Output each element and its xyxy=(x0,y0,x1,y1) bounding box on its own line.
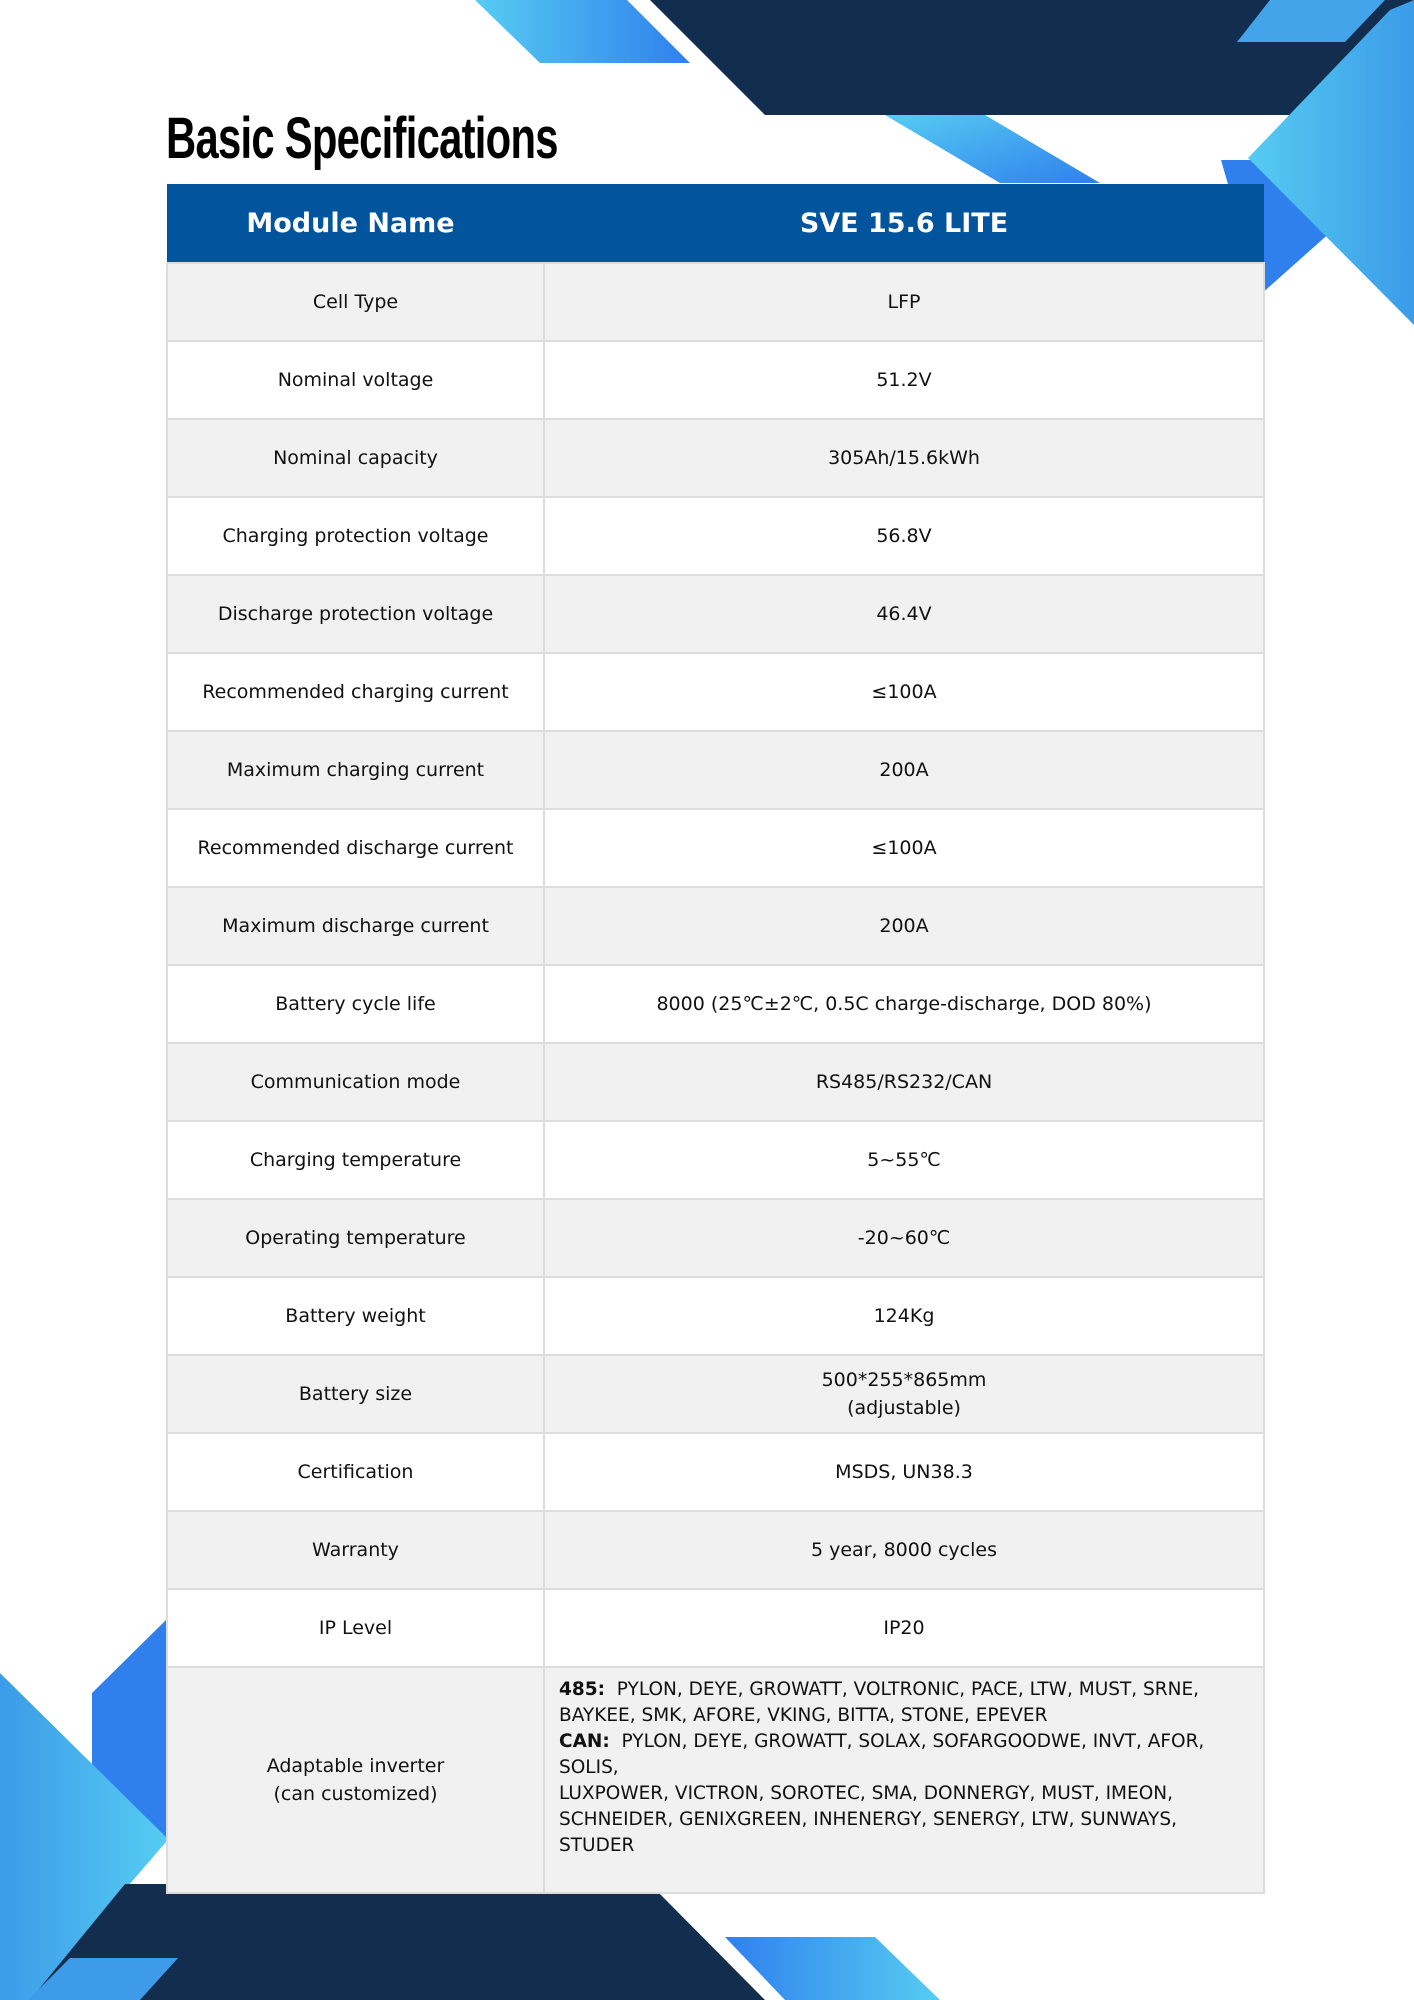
spec-value: 200A xyxy=(544,731,1264,809)
spec-value: MSDS, UN38.3 xyxy=(544,1433,1264,1511)
rs485-key: 485: xyxy=(559,1679,606,1700)
spec-label: Discharge protection voltage xyxy=(167,575,544,653)
spec-value: -20~60℃ xyxy=(544,1199,1264,1277)
spec-value xyxy=(544,1355,1264,1433)
can-key: CAN: xyxy=(559,1731,610,1752)
spec-value: 5~55℃ xyxy=(544,1121,1264,1199)
spec-label: Maximum discharge current xyxy=(167,887,544,965)
table-row xyxy=(167,1433,1264,1511)
spec-label: IP Level xyxy=(167,1589,544,1667)
spec-table-body xyxy=(167,263,1264,1893)
can-brands-2: LUXPOWER, VICTRON, SOROTEC, SMA, DONNERGY, MUST, IMEON, xyxy=(559,1783,1173,1804)
spec-label: Charging temperature xyxy=(167,1121,544,1199)
table-row xyxy=(167,263,1264,341)
table-row xyxy=(167,731,1264,809)
battery-size-note: (adjustable) xyxy=(847,1397,961,1419)
can-line-1 xyxy=(559,1729,1255,1781)
table-row xyxy=(167,497,1264,575)
rs485-brands-2: BAYKEE, SMK, AFORE, VKING, BITTA, STONE, EPEVER xyxy=(559,1705,1048,1726)
spec-label: Nominal voltage xyxy=(167,341,544,419)
spec-value: IP20 xyxy=(544,1589,1264,1667)
spec-value: 5 year, 8000 cycles xyxy=(544,1511,1264,1589)
table-row xyxy=(167,1121,1264,1199)
spec-label: Cell Type xyxy=(167,263,544,341)
table-row xyxy=(167,1355,1264,1433)
spec-label: Recommended charging current xyxy=(167,653,544,731)
spec-label: Communication mode xyxy=(167,1043,544,1121)
table-row xyxy=(167,1043,1264,1121)
table-row xyxy=(167,887,1264,965)
spec-value: LFP xyxy=(544,263,1264,341)
page-title: Basic Specifications xyxy=(166,106,558,171)
spec-label xyxy=(167,1667,544,1893)
spec-label: Certification xyxy=(167,1433,544,1511)
table-row-inverter xyxy=(167,1667,1264,1893)
spec-label: Charging protection voltage xyxy=(167,497,544,575)
spec-value: 46.4V xyxy=(544,575,1264,653)
spec-value: 305Ah/15.6kWh xyxy=(544,419,1264,497)
spec-label: Battery weight xyxy=(167,1277,544,1355)
spec-value: 8000 (25℃±2℃, 0.5C charge-discharge, DOD 80%) xyxy=(544,965,1264,1043)
can-brands-3: SCHNEIDER, GENIXGREEN, INHENERGY, SENERGY, LTW, SUNWAYS, STUDER xyxy=(559,1809,1177,1856)
spec-label: Warranty xyxy=(167,1511,544,1589)
table-row xyxy=(167,1277,1264,1355)
inverter-label-note: (can customized) xyxy=(273,1783,438,1805)
spec-label: Battery cycle life xyxy=(167,965,544,1043)
table-row xyxy=(167,965,1264,1043)
header-model-name: SVE 15.6 LITE xyxy=(544,184,1264,263)
table-row xyxy=(167,1199,1264,1277)
spec-value: ≤100A xyxy=(544,809,1264,887)
spec-label: Recommended discharge current xyxy=(167,809,544,887)
table-header-row xyxy=(167,184,1264,263)
table-row xyxy=(167,1589,1264,1667)
spec-label: Battery size xyxy=(167,1355,544,1433)
deco-top-mid-parallelogram xyxy=(885,115,1100,183)
spec-label: Nominal capacity xyxy=(167,419,544,497)
table-row xyxy=(167,809,1264,887)
table-row xyxy=(167,341,1264,419)
table-row xyxy=(167,419,1264,497)
table-row xyxy=(167,575,1264,653)
table-row xyxy=(167,653,1264,731)
spec-value: 51.2V xyxy=(544,341,1264,419)
deco-bottom-blue-parallelogram xyxy=(725,1937,940,2000)
spec-value: 124Kg xyxy=(544,1277,1264,1355)
can-brands-1: PYLON, DEYE, GROWATT, SOLAX, SOFARGOODWE, INVT, AFOR, SOLIS, xyxy=(559,1731,1205,1778)
inverter-label: Adaptable inverter xyxy=(266,1755,445,1777)
spec-label: Operating temperature xyxy=(167,1199,544,1277)
spec-label: Maximum charging current xyxy=(167,731,544,809)
spec-table xyxy=(166,184,1265,1894)
inverter-list xyxy=(544,1667,1264,1893)
spec-value: ≤100A xyxy=(544,653,1264,731)
header-label: Module Name xyxy=(167,184,544,263)
table-row xyxy=(167,1511,1264,1589)
deco-top-blue-parallelogram xyxy=(475,0,690,63)
battery-size-dimensions: 500*255*865mm xyxy=(821,1369,987,1391)
rs485-line-1 xyxy=(559,1677,1255,1703)
spec-value: 56.8V xyxy=(544,497,1264,575)
rs485-brands-1: PYLON, DEYE, GROWATT, VOLTRONIC, PACE, LTW, MUST, SRNE, xyxy=(616,1679,1200,1700)
spec-value: 200A xyxy=(544,887,1264,965)
spec-value: RS485/RS232/CAN xyxy=(544,1043,1264,1121)
